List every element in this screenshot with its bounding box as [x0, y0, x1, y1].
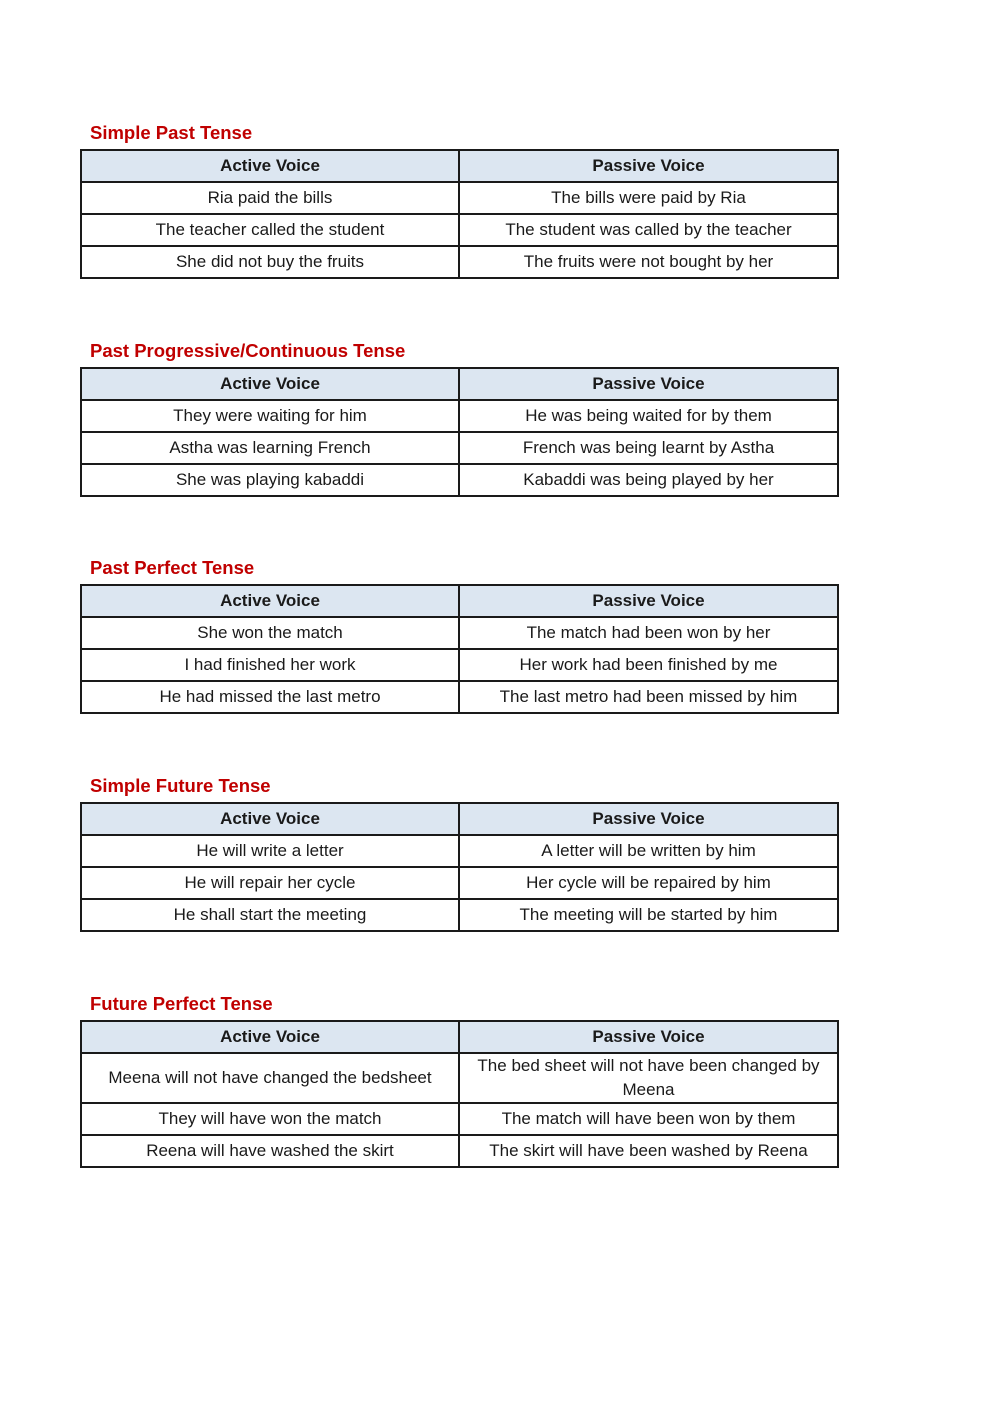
active-cell: He will repair her cycle — [81, 867, 459, 899]
table-header-row — [81, 585, 838, 617]
active-cell: She won the match — [81, 617, 459, 649]
passive-cell: French was being learnt by Astha — [459, 432, 838, 464]
active-cell: He will write a letter — [81, 835, 459, 867]
table-header-row — [81, 368, 838, 400]
passive-cell: A letter will be written by him — [459, 835, 838, 867]
table-row — [81, 464, 838, 496]
active-cell: He had missed the last metro — [81, 681, 459, 713]
active-cell: She did not buy the fruits — [81, 246, 459, 278]
column-header-active: Active Voice — [81, 1021, 459, 1053]
active-cell: He shall start the meeting — [81, 899, 459, 931]
active-cell: They will have won the match — [81, 1103, 459, 1135]
passive-cell: The bills were paid by Ria — [459, 182, 838, 214]
voice-table — [80, 584, 839, 714]
voice-table — [80, 367, 839, 497]
passive-cell: Her work had been finished by me — [459, 649, 838, 681]
column-header-active: Active Voice — [81, 368, 459, 400]
passive-cell: Her cycle will be repaired by him — [459, 867, 838, 899]
table-row — [81, 681, 838, 713]
table-row — [81, 835, 838, 867]
section-title: Simple Future Tense — [90, 775, 271, 796]
passive-cell: The last metro had been missed by him — [459, 681, 838, 713]
passive-cell: The match will have been won by them — [459, 1103, 838, 1135]
table-row — [81, 246, 838, 278]
active-cell: She was playing kabaddi — [81, 464, 459, 496]
table-row — [81, 182, 838, 214]
passive-cell: The student was called by the teacher — [459, 214, 838, 246]
passive-cell: The match had been won by her — [459, 617, 838, 649]
table-row — [81, 899, 838, 931]
column-header-passive: Passive Voice — [459, 803, 838, 835]
column-header-active: Active Voice — [81, 150, 459, 182]
column-header-passive: Passive Voice — [459, 585, 838, 617]
table-row — [81, 1135, 838, 1167]
section-title: Past Progressive/Continuous Tense — [90, 340, 406, 361]
voice-table — [80, 1020, 839, 1168]
table-header-row — [81, 1021, 838, 1053]
passive-cell: The fruits were not bought by her — [459, 246, 838, 278]
column-header-passive: Passive Voice — [459, 368, 838, 400]
active-cell: Meena will not have changed the bedsheet — [81, 1053, 459, 1103]
section-title: Simple Past Tense — [90, 122, 253, 143]
column-header-passive: Passive Voice — [459, 1021, 838, 1053]
active-cell: Reena will have washed the skirt — [81, 1135, 459, 1167]
active-cell: The teacher called the student — [81, 214, 459, 246]
passive-cell: The skirt will have been washed by Reena — [459, 1135, 838, 1167]
column-header-active: Active Voice — [81, 585, 459, 617]
section-title: Future Perfect Tense — [90, 993, 273, 1014]
passive-cell: The bed sheet will not have been changed by Meena — [459, 1053, 838, 1103]
column-header-passive: Passive Voice — [459, 150, 838, 182]
passive-cell: Kabaddi was being played by her — [459, 464, 838, 496]
table-row — [81, 214, 838, 246]
column-header-active: Active Voice — [81, 803, 459, 835]
active-cell: They were waiting for him — [81, 400, 459, 432]
section-title: Past Perfect Tense — [90, 557, 255, 578]
voice-table — [80, 149, 839, 279]
table-row — [81, 649, 838, 681]
active-cell: Ria paid the bills — [81, 182, 459, 214]
table-row — [81, 400, 838, 432]
table-row — [81, 617, 838, 649]
table-row — [81, 432, 838, 464]
active-cell: Astha was learning French — [81, 432, 459, 464]
active-cell: I had finished her work — [81, 649, 459, 681]
voice-table — [80, 802, 839, 932]
passive-cell: He was being waited for by them — [459, 400, 838, 432]
table-header-row — [81, 803, 838, 835]
passive-cell: The meeting will be started by him — [459, 899, 838, 931]
table-row — [81, 867, 838, 899]
table-row — [81, 1103, 838, 1135]
table-row — [81, 1053, 838, 1103]
table-header-row — [81, 150, 838, 182]
